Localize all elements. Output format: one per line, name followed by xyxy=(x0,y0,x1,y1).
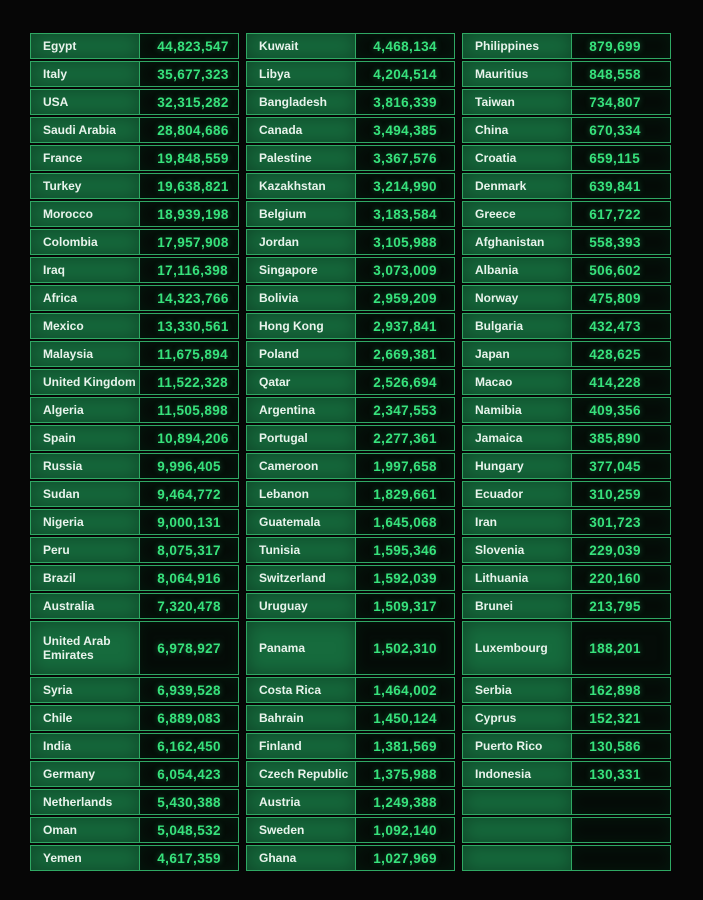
table-row xyxy=(462,397,673,423)
table-row xyxy=(30,537,241,563)
country-value-cell: 1,997,658 xyxy=(355,453,455,479)
table-row xyxy=(462,89,673,115)
country-name-cell: Puerto Rico xyxy=(462,733,573,759)
country-name-cell: Malaysia xyxy=(30,341,141,367)
table-row xyxy=(30,285,241,311)
country-name-cell: Australia xyxy=(30,593,141,619)
country-name-cell: Yemen xyxy=(30,845,141,871)
country-value-cell: 1,829,661 xyxy=(355,481,455,507)
country-value-cell: 1,027,969 xyxy=(355,845,455,871)
country-value-cell: 11,522,328 xyxy=(139,369,239,395)
country-value-cell: 220,160 xyxy=(571,565,671,591)
table-row xyxy=(30,761,241,787)
table-row xyxy=(462,733,673,759)
country-name-cell: Brunei xyxy=(462,593,573,619)
country-value-cell: 32,315,282 xyxy=(139,89,239,115)
country-value-cell: 8,075,317 xyxy=(139,537,239,563)
country-value-cell: 879,699 xyxy=(571,33,671,59)
country-name-cell: Philippines xyxy=(462,33,573,59)
country-name-cell xyxy=(462,817,573,843)
country-name-cell: Singapore xyxy=(246,257,357,283)
table-row xyxy=(30,565,241,591)
country-name-cell: Switzerland xyxy=(246,565,357,591)
country-value-cell: 1,509,317 xyxy=(355,593,455,619)
country-name-cell: Ecuador xyxy=(462,481,573,507)
country-value-cell: 1,381,569 xyxy=(355,733,455,759)
country-name-cell: Afghanistan xyxy=(462,229,573,255)
country-value-cell: 14,323,766 xyxy=(139,285,239,311)
country-name-cell: Czech Republic xyxy=(246,761,357,787)
table-row xyxy=(30,229,241,255)
table-row xyxy=(246,397,457,423)
table-row xyxy=(462,593,673,619)
country-name-cell: Palestine xyxy=(246,145,357,171)
country-value-cell: 152,321 xyxy=(571,705,671,731)
table-row xyxy=(462,677,673,703)
table-row xyxy=(462,257,673,283)
country-name-cell: Lithuania xyxy=(462,565,573,591)
table-row xyxy=(246,537,457,563)
country-value-cell: 310,259 xyxy=(571,481,671,507)
country-name-cell: Morocco xyxy=(30,201,141,227)
country-value-cell: 409,356 xyxy=(571,397,671,423)
table-column xyxy=(462,33,673,871)
country-value-cell: 734,807 xyxy=(571,89,671,115)
table-row xyxy=(246,341,457,367)
table-row xyxy=(30,677,241,703)
country-value-cell: 9,000,131 xyxy=(139,509,239,535)
country-name-cell: Finland xyxy=(246,733,357,759)
country-name-cell: Germany xyxy=(30,761,141,787)
table-row xyxy=(246,817,457,843)
table-row xyxy=(462,481,673,507)
country-name-cell: Costa Rica xyxy=(246,677,357,703)
country-name-cell: Cameroon xyxy=(246,453,357,479)
country-name-cell: Netherlands xyxy=(30,789,141,815)
country-value-cell: 2,347,553 xyxy=(355,397,455,423)
country-name-cell: Belgium xyxy=(246,201,357,227)
country-name-cell: Egypt xyxy=(30,33,141,59)
table-row xyxy=(30,173,241,199)
country-name-cell: Panama xyxy=(246,621,357,675)
table-row xyxy=(246,565,457,591)
country-name-cell: Cyprus xyxy=(462,705,573,731)
table-row xyxy=(246,733,457,759)
table-row xyxy=(30,789,241,815)
country-value-cell: 1,645,068 xyxy=(355,509,455,535)
country-name-cell: Italy xyxy=(30,61,141,87)
country-value-cell: 639,841 xyxy=(571,173,671,199)
country-name-cell: Austria xyxy=(246,789,357,815)
table-row xyxy=(30,481,241,507)
country-value-cell: 3,367,576 xyxy=(355,145,455,171)
country-name-cell: Peru xyxy=(30,537,141,563)
country-value-cell: 414,228 xyxy=(571,369,671,395)
country-value-cell xyxy=(571,845,671,871)
country-value-cell: 5,048,532 xyxy=(139,817,239,843)
table-row xyxy=(462,229,673,255)
country-value-cell: 13,330,561 xyxy=(139,313,239,339)
country-value-cell xyxy=(571,789,671,815)
table-row xyxy=(246,593,457,619)
country-value-cell: 2,526,694 xyxy=(355,369,455,395)
table-row xyxy=(30,593,241,619)
table-row xyxy=(30,117,241,143)
table-row xyxy=(246,145,457,171)
country-name-cell: Slovenia xyxy=(462,537,573,563)
country-value-cell: 213,795 xyxy=(571,593,671,619)
table-row xyxy=(462,509,673,535)
country-name-cell: Norway xyxy=(462,285,573,311)
table-row xyxy=(30,705,241,731)
country-value-cell: 162,898 xyxy=(571,677,671,703)
table-column xyxy=(246,33,457,871)
country-value-cell: 2,669,381 xyxy=(355,341,455,367)
table-row xyxy=(462,33,673,59)
country-value-cell: 475,809 xyxy=(571,285,671,311)
country-name-cell: Macao xyxy=(462,369,573,395)
country-value-cell: 1,092,140 xyxy=(355,817,455,843)
table-row xyxy=(246,33,457,59)
country-name-cell: Guatemala xyxy=(246,509,357,535)
table-row xyxy=(246,369,457,395)
country-value-cell: 385,890 xyxy=(571,425,671,451)
country-value-cell: 11,505,898 xyxy=(139,397,239,423)
country-name-cell: Canada xyxy=(246,117,357,143)
country-name-cell: USA xyxy=(30,89,141,115)
country-name-cell: Greece xyxy=(462,201,573,227)
table-row xyxy=(30,145,241,171)
country-value-cell xyxy=(571,817,671,843)
table-row xyxy=(30,341,241,367)
country-name-cell: Kuwait xyxy=(246,33,357,59)
country-name-cell: Argentina xyxy=(246,397,357,423)
country-value-cell: 35,677,323 xyxy=(139,61,239,87)
country-name-cell: Sudan xyxy=(30,481,141,507)
table-row xyxy=(246,481,457,507)
country-value-cell: 17,116,398 xyxy=(139,257,239,283)
country-value-cell: 229,039 xyxy=(571,537,671,563)
table-row xyxy=(30,313,241,339)
country-name-cell: Ghana xyxy=(246,845,357,871)
table-row xyxy=(462,369,673,395)
country-name-cell: Denmark xyxy=(462,173,573,199)
country-name-cell: Poland xyxy=(246,341,357,367)
table-row xyxy=(246,845,457,871)
country-value-cell: 6,978,927 xyxy=(139,621,239,675)
country-value-cell: 9,996,405 xyxy=(139,453,239,479)
country-name-cell: France xyxy=(30,145,141,171)
country-value-cell: 4,204,514 xyxy=(355,61,455,87)
country-value-cell: 19,848,559 xyxy=(139,145,239,171)
table-row xyxy=(30,397,241,423)
country-name-cell: Portugal xyxy=(246,425,357,451)
country-value-cell: 6,889,083 xyxy=(139,705,239,731)
country-value-cell: 5,430,388 xyxy=(139,789,239,815)
country-name-cell: Luxembourg xyxy=(462,621,573,675)
country-name-cell: Hungary xyxy=(462,453,573,479)
table-row xyxy=(462,285,673,311)
table-row xyxy=(246,285,457,311)
country-name-cell: Indonesia xyxy=(462,761,573,787)
table-row xyxy=(462,705,673,731)
table-row xyxy=(30,453,241,479)
table-row xyxy=(462,621,673,675)
table-row xyxy=(30,817,241,843)
table-row xyxy=(462,425,673,451)
country-value-cell: 3,105,988 xyxy=(355,229,455,255)
country-name-cell: Colombia xyxy=(30,229,141,255)
table-row xyxy=(462,145,673,171)
country-name-cell: Bulgaria xyxy=(462,313,573,339)
country-value-cell: 848,558 xyxy=(571,61,671,87)
country-value-cell: 6,162,450 xyxy=(139,733,239,759)
country-value-cell: 18,939,198 xyxy=(139,201,239,227)
country-value-cell: 8,064,916 xyxy=(139,565,239,591)
country-name-cell: Libya xyxy=(246,61,357,87)
country-value-cell: 44,823,547 xyxy=(139,33,239,59)
country-name-cell: Albania xyxy=(462,257,573,283)
table-row xyxy=(246,257,457,283)
table-row xyxy=(246,89,457,115)
country-name-cell: Mauritius xyxy=(462,61,573,87)
table-row xyxy=(30,201,241,227)
country-name-cell xyxy=(462,845,573,871)
country-name-cell: United Kingdom xyxy=(30,369,141,395)
country-stats-table xyxy=(30,33,673,871)
country-name-cell: Iran xyxy=(462,509,573,535)
country-value-cell: 558,393 xyxy=(571,229,671,255)
table-row xyxy=(462,341,673,367)
table-row xyxy=(246,453,457,479)
country-value-cell: 188,201 xyxy=(571,621,671,675)
country-name-cell: Algeria xyxy=(30,397,141,423)
country-value-cell: 659,115 xyxy=(571,145,671,171)
country-value-cell: 11,675,894 xyxy=(139,341,239,367)
country-value-cell: 506,602 xyxy=(571,257,671,283)
country-name-cell: United Arab Emirates xyxy=(30,621,141,675)
country-name-cell: Saudi Arabia xyxy=(30,117,141,143)
table-row xyxy=(246,229,457,255)
country-name-cell: Serbia xyxy=(462,677,573,703)
country-name-cell: Mexico xyxy=(30,313,141,339)
table-row xyxy=(462,817,673,843)
table-row xyxy=(246,61,457,87)
country-name-cell: Tunisia xyxy=(246,537,357,563)
country-name-cell: Sweden xyxy=(246,817,357,843)
country-name-cell: Oman xyxy=(30,817,141,843)
country-value-cell: 130,586 xyxy=(571,733,671,759)
country-value-cell: 17,957,908 xyxy=(139,229,239,255)
country-name-cell: Nigeria xyxy=(30,509,141,535)
table-row xyxy=(30,257,241,283)
table-row xyxy=(246,509,457,535)
country-value-cell: 617,722 xyxy=(571,201,671,227)
table-row xyxy=(30,733,241,759)
table-row xyxy=(30,61,241,87)
country-name-cell: Bangladesh xyxy=(246,89,357,115)
country-name-cell: Croatia xyxy=(462,145,573,171)
country-value-cell: 1,595,346 xyxy=(355,537,455,563)
country-name-cell: Turkey xyxy=(30,173,141,199)
table-row xyxy=(30,369,241,395)
country-name-cell: Brazil xyxy=(30,565,141,591)
table-row xyxy=(462,565,673,591)
country-value-cell: 19,638,821 xyxy=(139,173,239,199)
country-value-cell: 1,464,002 xyxy=(355,677,455,703)
country-name-cell: Qatar xyxy=(246,369,357,395)
country-value-cell: 6,939,528 xyxy=(139,677,239,703)
table-row xyxy=(246,117,457,143)
country-name-cell: Namibia xyxy=(462,397,573,423)
table-row xyxy=(246,677,457,703)
table-row xyxy=(462,117,673,143)
table-row xyxy=(462,761,673,787)
country-value-cell: 9,464,772 xyxy=(139,481,239,507)
table-column xyxy=(30,33,241,871)
country-value-cell: 3,214,990 xyxy=(355,173,455,199)
table-row xyxy=(246,201,457,227)
country-value-cell: 428,625 xyxy=(571,341,671,367)
country-name-cell: Russia xyxy=(30,453,141,479)
table-row xyxy=(462,845,673,871)
country-name-cell: Japan xyxy=(462,341,573,367)
country-name-cell: Uruguay xyxy=(246,593,357,619)
table-row xyxy=(246,761,457,787)
country-name-cell: Africa xyxy=(30,285,141,311)
country-name-cell: Syria xyxy=(30,677,141,703)
table-row xyxy=(30,509,241,535)
country-value-cell: 377,045 xyxy=(571,453,671,479)
table-row xyxy=(30,621,241,675)
country-value-cell: 2,959,209 xyxy=(355,285,455,311)
country-name-cell: Hong Kong xyxy=(246,313,357,339)
country-value-cell: 4,468,134 xyxy=(355,33,455,59)
country-name-cell: Taiwan xyxy=(462,89,573,115)
table-row xyxy=(30,89,241,115)
table-row xyxy=(246,313,457,339)
country-value-cell: 432,473 xyxy=(571,313,671,339)
country-name-cell xyxy=(462,789,573,815)
table-row xyxy=(246,705,457,731)
country-name-cell: Jordan xyxy=(246,229,357,255)
country-value-cell: 130,331 xyxy=(571,761,671,787)
table-row xyxy=(246,789,457,815)
country-value-cell: 3,816,339 xyxy=(355,89,455,115)
country-value-cell: 3,494,385 xyxy=(355,117,455,143)
country-value-cell: 670,334 xyxy=(571,117,671,143)
country-name-cell: China xyxy=(462,117,573,143)
country-value-cell: 28,804,686 xyxy=(139,117,239,143)
country-value-cell: 2,937,841 xyxy=(355,313,455,339)
table-row xyxy=(462,789,673,815)
country-name-cell: Lebanon xyxy=(246,481,357,507)
country-value-cell: 3,073,009 xyxy=(355,257,455,283)
country-value-cell: 1,450,124 xyxy=(355,705,455,731)
country-name-cell: Chile xyxy=(30,705,141,731)
country-name-cell: India xyxy=(30,733,141,759)
table-row xyxy=(246,173,457,199)
table-row xyxy=(462,313,673,339)
country-name-cell: Bolivia xyxy=(246,285,357,311)
country-value-cell: 301,723 xyxy=(571,509,671,535)
country-value-cell: 3,183,584 xyxy=(355,201,455,227)
country-name-cell: Spain xyxy=(30,425,141,451)
table-row xyxy=(246,621,457,675)
country-value-cell: 1,249,388 xyxy=(355,789,455,815)
country-value-cell: 7,320,478 xyxy=(139,593,239,619)
table-row xyxy=(30,845,241,871)
table-row xyxy=(30,425,241,451)
table-row xyxy=(462,453,673,479)
table-row xyxy=(462,537,673,563)
country-value-cell: 6,054,423 xyxy=(139,761,239,787)
country-value-cell: 4,617,359 xyxy=(139,845,239,871)
country-value-cell: 10,894,206 xyxy=(139,425,239,451)
country-value-cell: 1,592,039 xyxy=(355,565,455,591)
table-row xyxy=(462,61,673,87)
country-name-cell: Jamaica xyxy=(462,425,573,451)
table-row xyxy=(462,201,673,227)
country-name-cell: Bahrain xyxy=(246,705,357,731)
country-value-cell: 1,502,310 xyxy=(355,621,455,675)
country-value-cell: 2,277,361 xyxy=(355,425,455,451)
country-name-cell: Iraq xyxy=(30,257,141,283)
table-row xyxy=(246,425,457,451)
table-row xyxy=(30,33,241,59)
country-name-cell: Kazakhstan xyxy=(246,173,357,199)
country-value-cell: 1,375,988 xyxy=(355,761,455,787)
table-row xyxy=(462,173,673,199)
